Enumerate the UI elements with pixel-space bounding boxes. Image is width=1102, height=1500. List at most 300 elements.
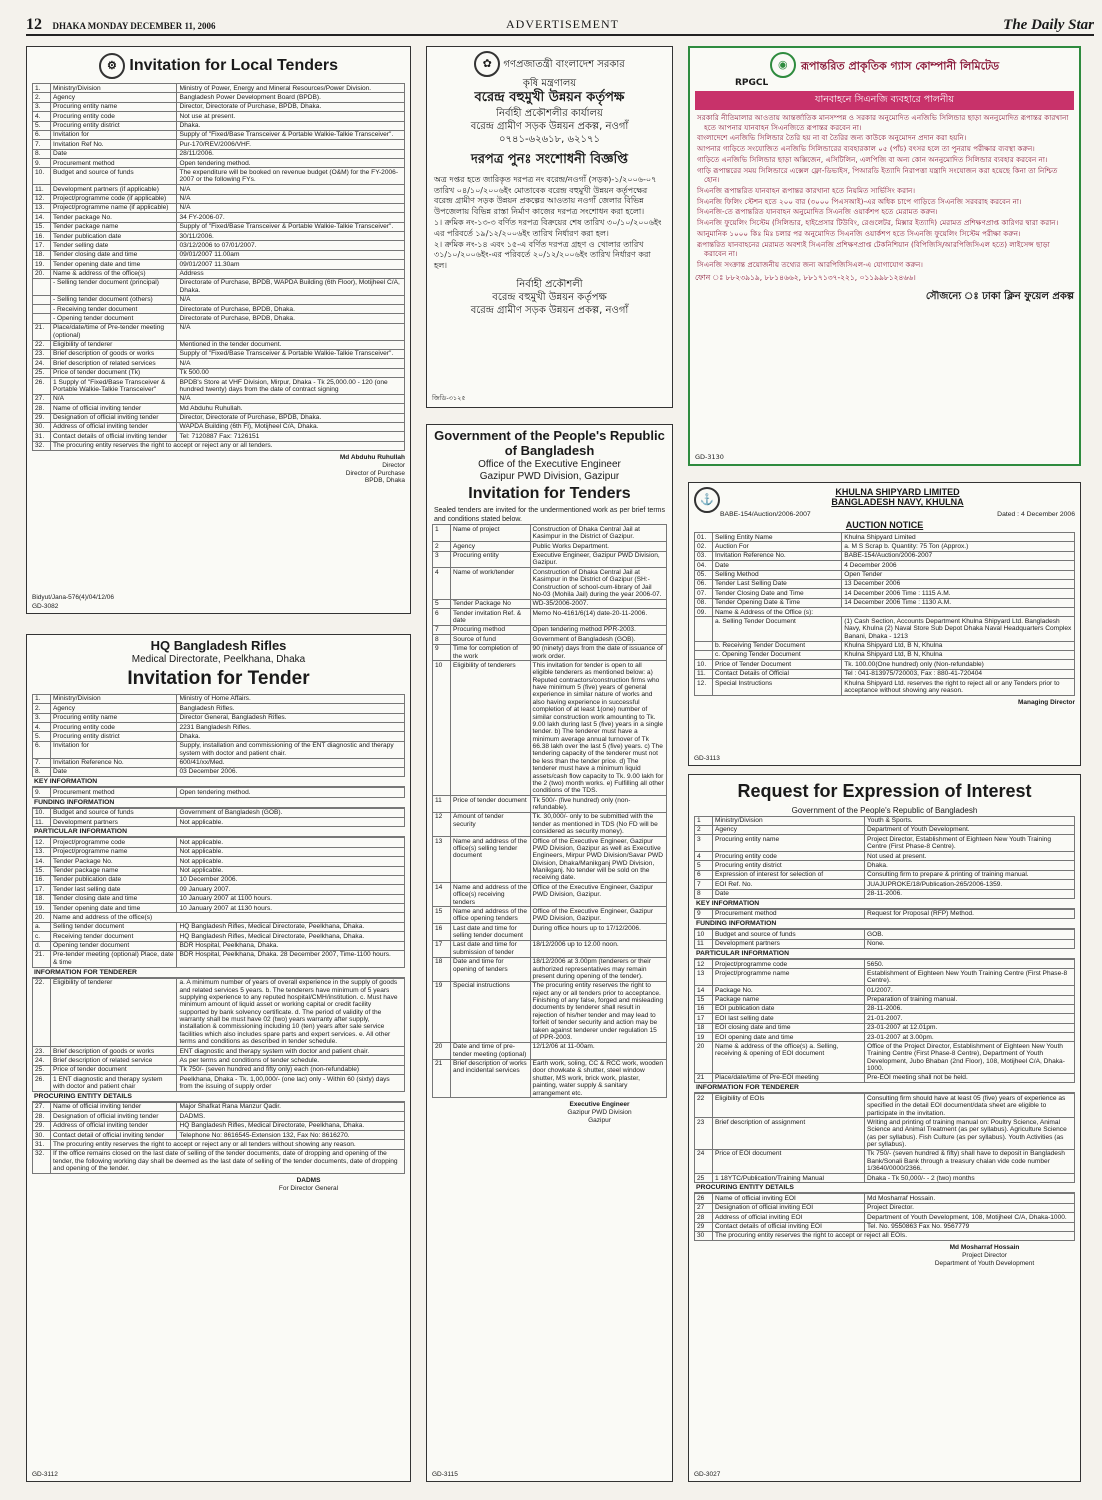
row-label: Procurement method	[51, 159, 177, 168]
row-label: Procuring entity district	[713, 861, 865, 870]
row-number: 14.	[33, 213, 51, 222]
row-label: Special Instructions	[713, 679, 842, 696]
row-number: 05.	[695, 570, 713, 579]
row-value: N/A	[177, 359, 405, 368]
row-label: Tender Package No.	[51, 857, 177, 866]
row-value: Not use at present.	[177, 112, 405, 121]
row-label: Invitation Reference No.	[51, 758, 177, 767]
table-row	[695, 1004, 1075, 1013]
table-row	[433, 568, 667, 600]
table-row	[695, 995, 1075, 1004]
row-label: Agency	[51, 704, 177, 713]
row-label: Time for completion of the work	[451, 644, 531, 661]
row-value: Memo No-4161/6(14) date-20-11-2006.	[530, 609, 666, 626]
row-value: 10 January 2007 at 1100 hours.	[177, 894, 405, 903]
table-row	[33, 1112, 405, 1121]
row-label: Tender Opening Date & Time	[713, 598, 842, 607]
row-value: N/A	[177, 323, 405, 340]
row-value: Public Works Department.	[530, 542, 666, 551]
row-number: 08.	[695, 598, 713, 607]
row-label: b. Receiving Tender Document	[713, 641, 842, 650]
row-label: c. Opening Tender Document	[713, 650, 842, 659]
row-value: Md Mosharraf Hossain.	[865, 1194, 1075, 1203]
notice-bar: যানবাহনে সিএনজি ব্যবহারে পালনীয়	[695, 91, 1074, 110]
row-value: Supply of "Fixed/Base Transceiver & Portable Walkie-Talkie Transceiver".	[177, 130, 405, 139]
row-value: 10 December 2006.	[177, 875, 405, 884]
row-label: Procuring entity code	[713, 852, 865, 861]
row-label: Last date and time for selling tender document	[451, 924, 531, 941]
row-number: 27.	[33, 1102, 51, 1111]
row-label: Brief description of assignment	[713, 1118, 865, 1150]
row-number: 24	[695, 1149, 713, 1173]
row-number: 7.	[33, 758, 51, 767]
table-row	[695, 939, 1075, 948]
table-row	[33, 185, 405, 194]
row-label: Procuring entity code	[51, 723, 177, 732]
row-number: 11	[433, 796, 451, 813]
row-number: 25.	[33, 1065, 51, 1074]
row-label: Eligibility of EOIs	[713, 1094, 865, 1118]
row-label: If the office remains closed on the last date of selling of the tender documents, date of dropping and opening of the tender, the following working day shall be deemed as the last date of selling of the tender documents, date of dropping and opening of the tender.	[51, 1149, 405, 1173]
row-label: Procuring entity	[451, 551, 531, 568]
row-value: Major Shafkat Rana Manzur Qadir.	[177, 1102, 405, 1111]
row-value: 09 January 2007.	[177, 885, 405, 894]
row-number: 16	[433, 924, 451, 941]
table-row	[33, 295, 405, 304]
table-row	[33, 232, 405, 241]
table-row	[695, 561, 1075, 570]
row-label: EOI last selling date	[713, 1014, 865, 1023]
row-label: Tender package name	[51, 866, 177, 875]
row-number: 11	[695, 939, 713, 948]
row-value: Project Director, Establishment of Eighteen New Youth Training Centre (First Phase-8 Centre).	[865, 835, 1075, 852]
table-row	[695, 835, 1075, 852]
row-number: 19	[695, 1033, 713, 1042]
row-number: 30	[695, 1231, 713, 1240]
row-value: 18/12/2006 up to 12.00 noon.	[530, 940, 666, 957]
row-number: 12	[695, 960, 713, 969]
table-row	[33, 250, 405, 259]
row-label: Budget and source of funds	[51, 808, 177, 817]
row-value: Tk. 30,000/- only to be submitted with the tender as mentioned in TDS (No FD will be considered as security money).	[530, 812, 666, 836]
table-row	[433, 644, 667, 661]
table-row	[33, 978, 405, 1046]
row-label: - Receiving tender document	[51, 305, 177, 314]
row-number: 21	[695, 1073, 713, 1082]
row-value: Department of Youth Development, 108, Motijheel C/A, Dhaka-1000.	[865, 1213, 1075, 1222]
row-value: 4 December 2006	[842, 561, 1075, 570]
row-label: Ministry/Division	[51, 694, 177, 703]
row-label: Procuring entity district	[51, 121, 177, 130]
row-value: Ministry of Home Affairs.	[177, 694, 405, 703]
row-value: Supply, installation and commissioning of the ENT diagnostic and therapy system with doctor and patient chair.	[177, 741, 405, 758]
row-label: Selling Entity Name	[713, 533, 842, 542]
row-value: Md Abduhu Ruhullah.	[177, 404, 405, 413]
table-row	[33, 788, 405, 797]
table-row	[33, 130, 405, 139]
row-value: Address	[177, 269, 405, 278]
signature-block: Executive Engineer Gazipur PWD Division Gazipur	[567, 1101, 632, 1124]
table-row	[433, 525, 667, 542]
row-value: The procuring entity reserves the right to reject any or all tenders prior to acceptance. Finishing of any false, forged and misleading documents by tenderer shall result in rejection of his/her tender and may lead to forfeit of tender security and action may be taken against tenderer under regulation 15 of PPR-2003.	[530, 981, 666, 1042]
row-number: 12	[433, 812, 451, 836]
table-row	[695, 870, 1075, 879]
row-number: 20	[433, 1042, 451, 1059]
table-row	[33, 838, 405, 847]
dateline: DHAKA MONDAY DECEMBER 11, 2006	[52, 21, 216, 31]
row-label: Price of tender document	[451, 796, 531, 813]
row-number: 17.	[33, 241, 51, 250]
table-row	[33, 241, 405, 250]
list-item: সিএনজি-তে রূপান্তরিত যানবাহন অনুমোদিত সিএনজি ওয়ার্কশপ হতে মেরামত করুন।	[697, 207, 938, 217]
table-row	[433, 837, 667, 883]
row-value: Dhaka - Tk 50,000/- - 2 (two) months	[865, 1174, 1075, 1183]
row-value: Project Director.	[865, 1203, 1075, 1212]
table-row	[695, 986, 1075, 995]
row-value: Not applicable.	[177, 857, 405, 866]
table-row	[695, 1042, 1075, 1074]
section-name: ADVERTISEMENT	[506, 17, 619, 31]
table-row	[695, 1023, 1075, 1032]
table-row	[695, 1149, 1075, 1173]
row-number: 9	[433, 644, 451, 661]
notice-title: AUCTION NOTICE	[845, 520, 924, 530]
row-value: Tel. No. 9550863 Fax No. 9567779	[865, 1222, 1075, 1231]
row-label: Price of tender document	[51, 1065, 177, 1074]
row-number: 01.	[695, 533, 713, 542]
row-label: Name and address of the office(s) receiving tenders	[451, 883, 531, 907]
row-label: Special instructions	[451, 981, 531, 1042]
list-item: গাড়িতে এনজিভি সিলিন্ডার ছাড়া অক্সিজেন, এসিটিলিন, এলপিজি বা অন্য কোন অননুমোদিত সিলিন্ডার ব্যবহার করবেন না।	[697, 154, 1048, 164]
row-label: - Selling tender document (principal)	[51, 278, 177, 295]
table-row	[695, 930, 1075, 939]
table-row	[33, 741, 405, 758]
row-value: Not used at present.	[865, 852, 1075, 861]
row-number: 13.	[33, 847, 51, 856]
row-number: 6	[695, 870, 713, 879]
list-item: বাংলাদেশে এনজিভি সিলিন্ডার তৈরি হয় না বা তৈরির জন্য কাউকে অনুমোদন প্রদান করা হয়নি।	[697, 133, 967, 143]
row-label: Eligibility of tenderer	[51, 340, 177, 349]
row-number: 11.	[695, 669, 713, 678]
row-number: 4	[695, 852, 713, 861]
table-row	[695, 589, 1075, 598]
row-number: 25.	[33, 368, 51, 377]
row-value: Tel : 041-813975/720003, Fax : 880-41-720404	[842, 669, 1075, 678]
table-row	[433, 542, 667, 551]
table-row	[695, 660, 1075, 669]
row-number: 4.	[33, 723, 51, 732]
row-value: 13 December 2006	[842, 579, 1075, 588]
row-number: 28.	[33, 404, 51, 413]
signature-block: Md Abduhu Ruhullah Director Director of Purchase BPDB, Dhaka	[339, 454, 405, 485]
row-label: Package No.	[713, 986, 865, 995]
gov-emblem-icon: ✿	[474, 51, 500, 77]
table-row	[33, 1047, 405, 1056]
row-number	[695, 650, 713, 659]
table-row	[695, 1118, 1075, 1150]
ad-khulna-shipyard: ⚓ KHULNA SHIPYARD LIMITED BANGLADESH NAVY, KHULNA BABE-154/Auction/2006-2007 Dated : 4 December 2006 AUCTION NOTICE 01. Selling Entity Name Khulna Shipyard Limited 02. Auction For a. M S Scrap b. Quantity: 75 Ton (Approx.) 03. Invitation Reference No. BABE-154/Auction/2006-2007 04. Date 4 December 2006 05. Selling Method Open Tender 06. Tender Last Selling Date 13 December 2006 07. Tender Closing Date and Time 14 December 2006 Time : 1115 A.M. 08. Tender Opening Date & Time 14 December 2006 Time : 1130 A.M. 09. Name & Address of the Office (s): a. Selling Tender Document (1) Cash Section, Accounts Department Khulna Shipyard Ltd. Bangladesh Navy, Khulna (2) Naval Store Sub Depot Dhaka Naval Headquarters Complex Banani, Dhaka - 1213 b. Receiving Tender Document Khulna Shipyard Ltd, B N, Khulna c. Opening Tender Document Khulna Shipyard Ltd, B N, Khulna 10. Price of Tender Document Tk. 100.00(One hundred) only (Non-refundable) 11. Contact Details of Official Tel : 041-813975/720003, Fax : 880-41-720404 12. Special Instructions Khulna Shipyard Ltd. reserves the right to reject all or any Tenders prior to acceptance without showing any reason. Managing Director GD-3113	[688, 482, 1081, 766]
row-value: Khulna Shipyard Limited	[842, 533, 1075, 542]
row-number: 17	[433, 940, 451, 957]
row-number: 03.	[695, 551, 713, 560]
row-value: Open tendering method.	[177, 788, 405, 797]
ad-title: Invitation for Tender	[127, 667, 310, 689]
table-row	[433, 609, 667, 626]
table-row	[695, 861, 1075, 870]
row-number: 15	[695, 995, 713, 1004]
masthead-left	[26, 16, 216, 34]
row-label: Tender closing date and time	[51, 250, 177, 259]
row-number: 15.	[33, 866, 51, 875]
row-number: 10	[433, 661, 451, 796]
row-number: 6	[433, 609, 451, 626]
row-value: Directorate of Purchase, BPDB, Dhaka.	[177, 314, 405, 323]
row-number: 3.	[33, 713, 51, 722]
table-row	[33, 904, 405, 913]
table-row	[33, 323, 405, 340]
row-value: 30/11/2006.	[177, 232, 405, 241]
list-item: গাড়ি রূপান্তরের সময় সিলিন্ডারে এক্সেল ফ্লো-ডিভাইস, পিআরডি ইত্যাদি নিরাপত্তা যন্ত্রাদি সংযোজন করা হয়েছে কিনা তা নিশ্চিত হোন।	[697, 165, 1058, 185]
table-row	[33, 713, 405, 722]
row-value: Directorate of Purchase, BPDB, WAPDA Building (6th Floor), Motijheel C/A, Dhaka.	[177, 278, 405, 295]
row-value: HQ Bangladesh Rifles, Medical Directorate, Peelkhana, Dhaka.	[177, 932, 405, 941]
row-value: 12/12/06 at 11-00am.	[530, 1042, 666, 1059]
row-value: Khulna Shipyard Ltd, B N, Khulna	[842, 641, 1075, 650]
row-label: Name and address of the office(s) selling tender document	[451, 837, 531, 883]
row-label: Price of EOI document	[713, 1149, 865, 1173]
row-label: Project/programme code	[713, 960, 865, 969]
row-label: Invitation Reference No.	[713, 551, 842, 560]
bpdb-emblem-icon: ⚙	[99, 53, 125, 79]
list-item: রূপান্তরিত যানবাহনের মেরামত অবশ্যই সিএনজি প্রশিক্ষণপ্রাপ্ত টেকনিশিয়ান (বিপিজিসি/আরপিজিসিএল হতে) লাইসেন্স ছাড়া করাবেন না।	[697, 239, 1050, 259]
org-name: HQ Bangladesh Rifles	[150, 638, 287, 653]
table-row	[33, 694, 405, 703]
row-label: Invitation for	[51, 741, 177, 758]
row-label: Procuring entity name	[51, 713, 177, 722]
table-row	[433, 625, 667, 634]
row-number: 22.	[33, 340, 51, 349]
row-label: Procuring entity name	[713, 835, 865, 852]
row-label: Name of official inviting tender	[51, 404, 177, 413]
table-row	[33, 441, 405, 450]
row-label: Pre-tender meeting (optional) Place, date & time	[51, 950, 177, 967]
table-row	[695, 1174, 1075, 1183]
row-label: EOI publication date	[713, 1004, 865, 1013]
row-number: 09.	[695, 608, 713, 617]
row-label: Date	[51, 149, 177, 158]
table-row	[433, 981, 667, 1042]
table-row	[33, 1102, 405, 1111]
list-item: আনুমানিক ১০০০ কিঃ মিঃ চলার পর অনুমোদিত সিএনজি ওয়ার্কশপ হতে সিএনজি ফুয়েলিং সিস্টেম পরীক্ষা করুন।	[697, 228, 1021, 238]
row-label: Name & address of the office(s)	[51, 269, 177, 278]
row-number: 7	[695, 880, 713, 889]
list-item: আপনার গাড়িতে সংযোজিত এনজিভি সিলিন্ডারের ব্যবহারকাল ০৫ (পাঁচ) বৎসর হলে তা পুনরায় পরীক্ষার ব্যবস্থা করুন।	[697, 144, 1035, 154]
row-value: As per terms and conditions of tender schedule.	[177, 1056, 405, 1065]
table-row	[695, 1073, 1075, 1082]
table-row	[33, 818, 405, 827]
row-label: Project/programme name (if applicable)	[51, 203, 177, 212]
row-value: Government of Bangladesh (GOB).	[530, 635, 666, 644]
row-number: 16.	[33, 232, 51, 241]
table-row	[33, 168, 405, 185]
row-label: Date and time for opening of tenders	[451, 957, 531, 981]
row-label: Tender opening date and time	[51, 904, 177, 913]
row-number: 2.	[33, 704, 51, 713]
table-row	[33, 767, 405, 776]
table-row	[33, 875, 405, 884]
row-number: 21.	[33, 950, 51, 967]
row-value: Open tendering method PPR-2003.	[530, 625, 666, 634]
row-number: 14	[433, 883, 451, 907]
row-label: Address of official inviting tender	[51, 1121, 177, 1130]
rpgcl-logo-icon: ◉	[770, 52, 796, 78]
row-number: 06.	[695, 579, 713, 588]
row-value: 09/01/2007 11.30am	[177, 260, 405, 269]
row-number: 26.	[33, 1075, 51, 1092]
table-row	[695, 598, 1075, 607]
row-label: Designation of official inviting tender	[51, 413, 177, 422]
row-label: Project/programme code (if applicable)	[51, 194, 177, 203]
row-value: WD-35/2006-2007.	[530, 599, 666, 608]
row-value: Writing and printing of training manual on: Poultry Science, Animal Science and Animal Treatment (as per syllabus). Agriculture Science (as per syllabus). Fish Culture (as per syllabus). Youth Activities (as per syllabus).	[865, 1118, 1075, 1150]
row-label: Brief description of related service	[51, 1056, 177, 1065]
row-label: Procuring entity name	[51, 102, 177, 111]
row-number: 27.	[33, 394, 51, 403]
table-row	[433, 551, 667, 568]
row-value: ENT diagnostic and therapy system with doctor and patient chair.	[177, 1047, 405, 1056]
row-label: Package name	[713, 995, 865, 1004]
table-row	[33, 758, 405, 767]
row-value: Earth work, soling, CC & RCC work, wooden door chowkate & shutter, steel window shutter, MS work, brick work, plaster, painting, water supply & sanitary arrangement etc.	[530, 1059, 666, 1098]
row-value: Supply of "Fixed/Base Transceiver & Portable Walkie-Talkie Transceiver".	[177, 349, 405, 358]
row-number: 17	[695, 1014, 713, 1023]
row-number: 30.	[33, 422, 51, 431]
row-label: Project/programme name	[713, 969, 865, 986]
row-number: a.	[33, 922, 51, 931]
table-row	[33, 260, 405, 269]
row-label: 1 Supply of "Fixed/Base Transceiver & Portable Walkie-Talkie Transceiver"	[51, 378, 177, 395]
table-row	[695, 669, 1075, 678]
row-label: EOI Ref. No.	[713, 880, 865, 889]
row-value: 18/12/2006 at 3.00pm (tenderers or their authorized representatives may remain present during opening of the tender).	[530, 957, 666, 981]
row-value: Director General, Bangladesh Rifles.	[177, 713, 405, 722]
row-label: 1 18YTC/Publication/Training Manual	[713, 1174, 865, 1183]
table-row	[695, 1194, 1075, 1203]
ad-gazipur-pwd: Government of the People's Republic of Bangladesh Office of the Executive Engineer Gazipur PWD Division, Gazipur Invitation for Tenders Sealed tenders are invited for the undermentioned work as per brief terms and conditions stated below. 1 Name of project Construction of Dhaka Central Jail at Kasimpur in the District of Gazipur. 2 Agency Public Works Department. 3 Procuring entity Executive Engineer, Gazipur PWD Division, Gazipur. 4 Name of work/tender Construction of Dhaka Central Jail at Kasimpur in the District of Gazipur (SH:- Construction of school-cum-library of Jail No-03 (Mohila Jail) during the year 2006-07. 5 Tender Package No WD-35/2006-2007. 6 Tender invitation Ref. & date Memo No-4161/6(14) date-20-11-2006. 7 Procuring method Open tendering method PPR-2003. 8 Source of fund Government of Bangladesh (GOB). 9 Time for completion of the work 90 (ninety) days from the date of issuance of work order. 10 Eligibility of tenderers This invitation for tender is open to all eligible tenderers as mentioned below: a) Reputed contractors/construction firms who have minimum 5 (five) years of general experience in similar nature of works and also having experience in successful completion of at least 1(one) number of similar construction work amounting to Tk. 9.00 lakh during last 5 (five) years in a single tender. b) The tenderer must have a minimum average annual turnover of Tk 66.38 lakh over the last 5 (five) years. c) The tendering capacity of the tenderer must not be less than the tender price. d) The tenderer must have a minimum liquid assets/cash flow capacity to Tk. 9.00 lakh for the 2 (two) month works. e) Fulfilling all other conditions of the TDS. 11 Price of tender document Tk 500/- (five hundred) only (non-refundable). 12 Amount of tender security Tk. 30,000/- only to be submitted with the tender as mentioned in TDS (No FD will be considered as security money). 13 Name and address of the office(s) selling tender document Office of the Executive Engineer, Gazipur PWD Division, Gazipur as well as Executive Engineers, Mirpur PWD Division/Savar PWD Division, Dhaka/Manikganj PWD Division, Manikganj. No tender will be sold on the receiving date. 14 Name and address of the office(s) receiving tenders Office of the Executive Engineer, Gazipur PWD Division, Gazipur. 15 Name and address of the office opening tenders Office of the Executive Engineer, Gazipur PWD Division, Gazipur. 16 Last date and time for selling tender document During office hours up to 17/12/2006. 17 Last date and time for submission of tender 18/12/2006 up to 12.00 noon. 18 Date and time for opening of tenders 18/12/2006 at 3.00pm (tenderers or their authorized representatives may remain present during opening of the tender). 19 Special instructions The procuring entity reserves the right to reject any or all tenders prior to acceptance. Finishing of any false, forged and misleading documents by tenderer shall result in rejection of his/her tender and may lead to forfeit of tender security and action may be taken against tenderer under regulation 15 of PPR-2003. 20 Date and time of pre-tender meeting (optional) 12/12/06 at 11-00am. 21 Brief description of works and incidental services Earth work, soling, CC & RCC work, wooden door chowkate & shutter, steel window shutter, MS work, brick work, plaster, painting, water supply & sanitary arrangement etc. Executive Engineer Gazipur PWD Division Gazipur GD-3115	[426, 424, 673, 1482]
row-label: Selling tender document	[51, 922, 177, 931]
row-number: 17.	[33, 885, 51, 894]
table-row	[33, 913, 405, 922]
row-value: Government of Bangladesh (GOB).	[177, 808, 405, 817]
row-number: 8.	[33, 149, 51, 158]
row-number: 7.	[33, 140, 51, 149]
table-row	[33, 222, 405, 231]
row-value: Mentioned in the tender document.	[177, 340, 405, 349]
row-label: Brief description of goods or works	[51, 349, 177, 358]
row-value: HQ Bangladesh Rifles, Medical Directorate, Peelkhana, Dhaka.	[177, 1121, 405, 1130]
row-label: Brief description of works and incidental services	[451, 1059, 531, 1098]
ad-code: GD-3027	[694, 1471, 721, 1478]
row-value: Pre-EOI meeting shall not be held.	[865, 1073, 1075, 1082]
table-row	[695, 551, 1075, 560]
row-label: Address of official inviting tender	[51, 422, 177, 431]
row-number: 8.	[33, 767, 51, 776]
row-value: 34 FY-2006-07.	[177, 213, 405, 222]
table-row	[433, 661, 667, 796]
row-label: Price of tender document (Tk)	[51, 368, 177, 377]
table-row	[33, 704, 405, 713]
row-label: Selling Method	[713, 570, 842, 579]
row-value: 03/12/2006 to 07/01/2007.	[177, 241, 405, 250]
table-row	[33, 941, 405, 950]
row-value: 600/41/xx/Med.	[177, 758, 405, 767]
row-label: Tender package name	[51, 222, 177, 231]
row-value: Office of the Executive Engineer, Gazipur PWD Division, Gazipur.	[530, 907, 666, 924]
row-value: 28-11-2006.	[865, 889, 1075, 898]
row-number: 04.	[695, 561, 713, 570]
table-row	[33, 1121, 405, 1130]
table-row	[33, 1075, 405, 1092]
row-label: Name of official inviting tender	[51, 1102, 177, 1111]
table-row	[433, 635, 667, 644]
table-row	[33, 93, 405, 102]
row-value: a. M S Scrap b. Quantity: 75 Ton (Approx.)	[842, 542, 1075, 551]
row-number: 11.	[33, 185, 51, 194]
row-number: 26.	[33, 378, 51, 395]
row-number: 20.	[33, 269, 51, 278]
table-row	[33, 732, 405, 741]
row-label: Tender package No.	[51, 213, 177, 222]
row-label: The procuring entity reserves the right to accept or reject any or all tenders without showing any reason.	[51, 1140, 405, 1149]
row-label: Agency	[51, 93, 177, 102]
row-value: Tel: 7120887 Fax: 7126151	[177, 432, 405, 441]
table-row	[695, 533, 1075, 542]
row-number: 5	[695, 861, 713, 870]
row-value: None.	[865, 939, 1075, 948]
table-row	[695, 641, 1075, 650]
row-label: - Selling tender document (others)	[51, 295, 177, 304]
table-row	[695, 1203, 1075, 1212]
row-value: Director, Directorate of Purchase, BPDB, Dhaka.	[177, 102, 405, 111]
row-value: Peelkhana, Dhaka - Tk. 1,00,000/- (one lac) only - Within 60 (sixty) days from the issuing of supply order	[177, 1075, 405, 1092]
row-number	[695, 641, 713, 650]
row-value: 01/2007.	[865, 986, 1075, 995]
row-label: Project/programme code	[51, 838, 177, 847]
table-row	[33, 932, 405, 941]
row-value: Directorate of Purchase, BPDB, Dhaka.	[177, 305, 405, 314]
table-row	[33, 885, 405, 894]
table-row	[33, 305, 405, 314]
row-number	[695, 617, 713, 641]
row-label: Ministry/Division	[51, 84, 177, 93]
table-row	[33, 808, 405, 817]
row-number: 5.	[33, 121, 51, 130]
signature-block: Md Mosharraf Hossain Project Director Department of Youth Development	[934, 1244, 1035, 1267]
ad-bpdb-tenders	[26, 46, 411, 614]
row-value: Telephone No: 8616545-Extension 132, Fax No: 8616270.	[177, 1131, 405, 1140]
table-row	[695, 650, 1075, 659]
row-number: 3	[695, 835, 713, 852]
row-number: 8	[433, 635, 451, 644]
row-label: Project/programme name	[51, 847, 177, 856]
table-row	[695, 1094, 1075, 1118]
row-value: 14 December 2006 Time : 1130 A.M.	[842, 598, 1075, 607]
table-row	[433, 1042, 667, 1059]
row-value: BPDB's Store at VHF Division, Mirpur, Dhaka - Tk 25,000.00 - 120 (one hundred twenty) days from the date of contract signing	[177, 378, 405, 395]
row-value: Director, Directorate of Purchase, BPDB, Dhaka.	[177, 413, 405, 422]
row-label: Tender last selling date	[51, 885, 177, 894]
row-number: 19.	[33, 904, 51, 913]
